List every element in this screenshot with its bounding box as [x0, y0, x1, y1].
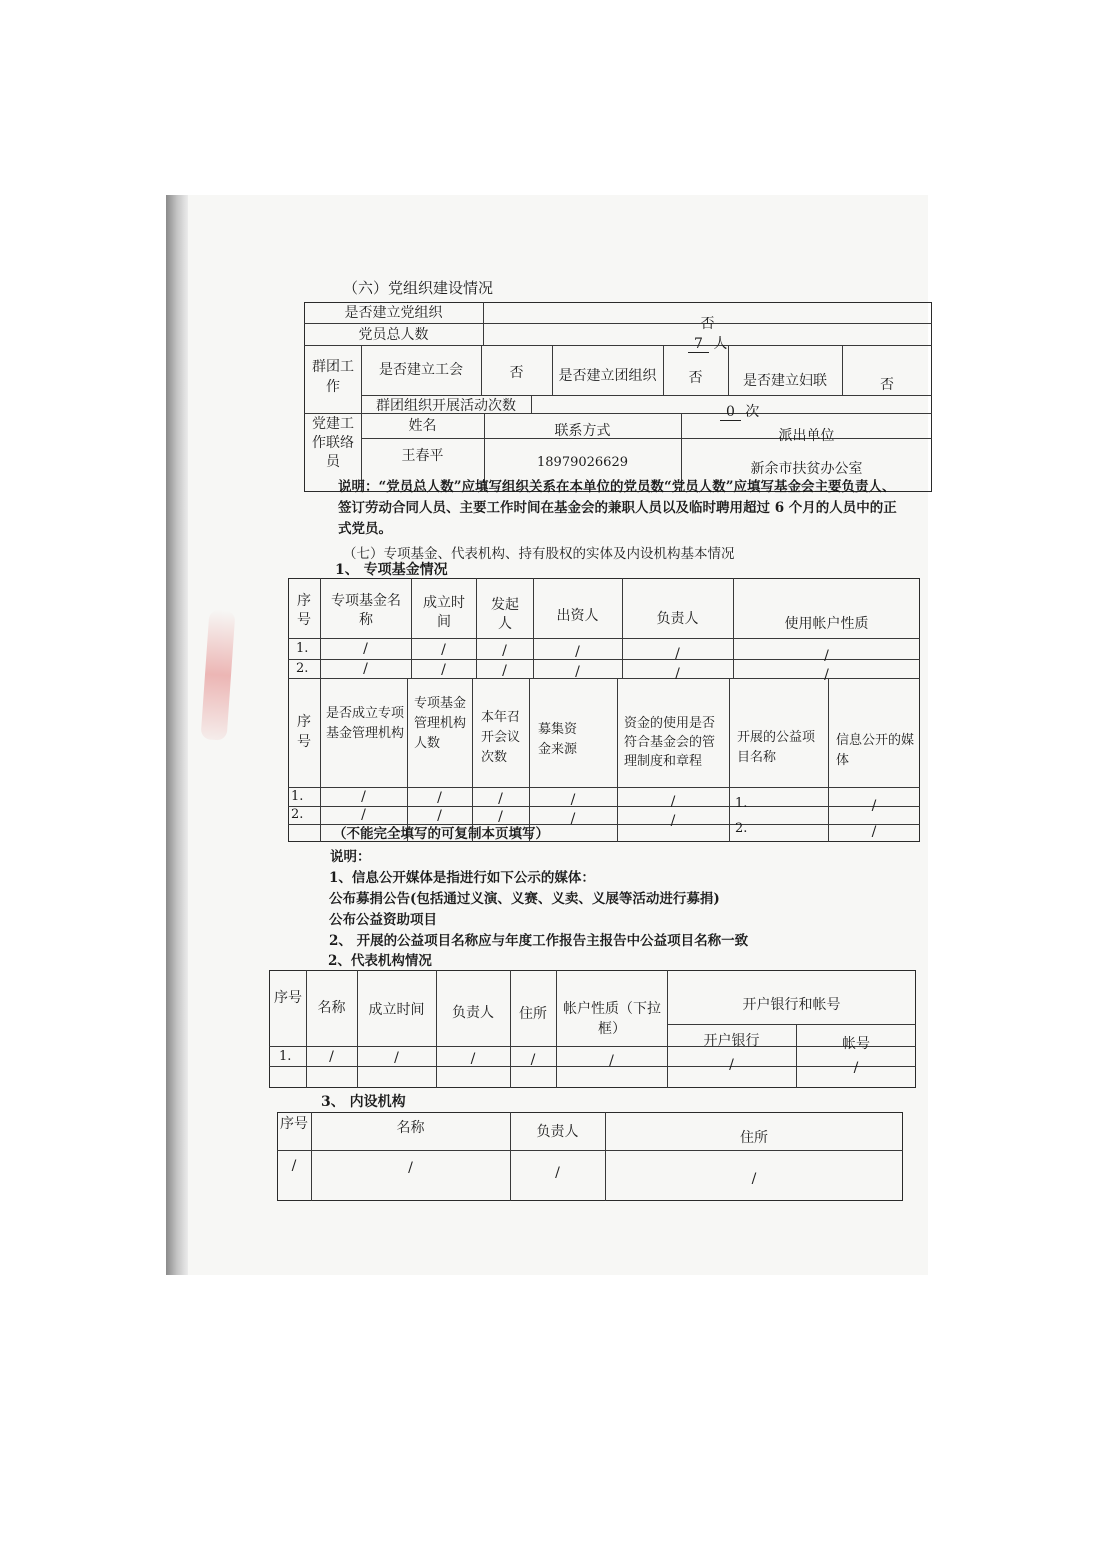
rep-col-date: 成立时间 [368, 1002, 425, 1018]
liaison-label: 党建工作联络员 [312, 416, 354, 470]
fund-row2-seq: 2. [296, 661, 309, 676]
rep-row-bank: / [729, 1057, 734, 1073]
rep-table-line [556, 970, 557, 1088]
fund-table-line [729, 678, 730, 842]
fund-col-investor: 出资人 [556, 608, 599, 624]
fund-col-seq: 序号 [297, 593, 311, 628]
fund-row1-seq: 1. [296, 641, 309, 656]
fund2-row2-project: 2. [735, 821, 748, 836]
q-party-org: 是否建立党组织 [344, 305, 443, 321]
fund2-col-seq: 序号 [297, 714, 311, 750]
inner-heading: 3、 内设机构 [321, 1094, 406, 1110]
q-women: 是否建立妇联 [743, 373, 827, 389]
fund-table-line [288, 638, 920, 639]
rep-col-bank-account: 开户银行和帐号 [742, 997, 841, 1013]
a-activities-num: 0 [720, 404, 741, 421]
note2-line1: 1、信息公开媒体是指进行如下公示的媒体： [329, 870, 595, 886]
fund2-row1-media: / [871, 798, 877, 814]
a-activities-unit: 次 [745, 404, 760, 420]
rep-col-account-no: 帐号 [842, 1036, 870, 1052]
fund-table-line [533, 578, 534, 678]
rep-table-line [436, 970, 437, 1088]
fund-row2-account: / [824, 667, 829, 683]
fund-row2-name: / [363, 661, 368, 677]
fund-col-founder: 发起人 [491, 597, 519, 632]
rep-table-line [306, 970, 307, 1088]
inner-table-line [605, 1112, 606, 1201]
note2-line2: 公布募捐公告(包括通过义演、义赛、义卖、义展等活动进行募捐) [329, 891, 720, 907]
note2-title: 说明： [330, 849, 371, 865]
a-youth: 否 [688, 370, 703, 386]
rep-col-account-type: 帐户性质（下拉框） [563, 1001, 661, 1037]
note2-line3: 公布公益资助项目 [329, 912, 437, 928]
inner-row-name: / [408, 1160, 413, 1176]
fund2-row2-seq: 2. [291, 807, 304, 822]
fund-col-date: 成立时间 [423, 595, 465, 630]
rep-table-line [667, 1024, 916, 1025]
fund2-row1-compliance: / [670, 794, 676, 810]
fund-row2-investor: / [575, 664, 580, 680]
rep-col-address: 住所 [519, 1006, 547, 1022]
rep-row-address: / [530, 1052, 536, 1068]
inner-col-name: 名称 [396, 1120, 425, 1136]
inner-col-manager: 负责人 [536, 1124, 579, 1140]
a-members-unit: 人 [713, 336, 728, 352]
rep-row-manager: / [470, 1051, 476, 1067]
group-work-label: 群团工作 [312, 359, 354, 395]
fund-row2-founder: / [502, 663, 507, 679]
section-heading-7: （七）专项基金、代表机构、持有股权的实体及内设机构基本情况 [343, 546, 735, 562]
inner-row-seq: / [291, 1158, 297, 1174]
fund-row2-manager: / [675, 666, 680, 682]
fund2-row2-org-count: / [437, 808, 442, 824]
fund2-col-org-count: 专项基金管理机构人数 [414, 696, 467, 751]
inner-table-line [277, 1150, 903, 1151]
fund-fill-note: （不能完全填写的可复制本页填写） [333, 826, 549, 842]
rep-row-account-type: / [609, 1053, 614, 1069]
fund-table-line [288, 787, 920, 788]
fund2-row2-has-org: / [361, 807, 366, 823]
fund-row1-name: / [363, 641, 368, 657]
a-members [688, 336, 727, 352]
fund-col-manager: 负责人 [656, 611, 699, 627]
fund2-col-projects: 开展的公益项目名称 [737, 730, 816, 765]
a-members-num: 7 [688, 336, 709, 353]
inner-row-manager: / [555, 1165, 560, 1181]
rep-col-name: 名称 [317, 1000, 346, 1016]
fund2-row2-compliance: / [670, 813, 676, 829]
fund2-col-meetings: 本年召开会议次数 [481, 710, 521, 765]
party-table-line [531, 395, 532, 413]
rep-heading: 2、代表机构情况 [328, 953, 432, 969]
q-union: 是否建立工会 [379, 362, 463, 378]
rep-col-bank: 开户银行 [703, 1033, 760, 1049]
fund-row2-date: / [441, 662, 446, 678]
fund-table-line [622, 578, 623, 678]
col-unit: 派出单位 [778, 428, 835, 444]
fund-table-line [828, 678, 829, 842]
party-note: 说明：“党员总人数”应填写组织关系在本单位的党员数“党员人数”应填写基金会主要负责人、签订劳动合同人员、主要工作时间在基金会的兼职人员以及临时聘用超过 6 个月的人员中的正式党员。 [338, 479, 897, 537]
a-women: 否 [880, 377, 894, 393]
fund2-col-source: 募集资金来源 [538, 722, 578, 757]
section-heading-party: （六）党组织建设情况 [343, 279, 494, 297]
fund2-row1-meetings: / [498, 791, 503, 807]
fund2-row2-source: / [570, 811, 576, 827]
fund2-row1-source: / [570, 792, 576, 808]
fund2-row2-meetings: / [498, 809, 503, 825]
liaison-phone: 18979026629 [537, 455, 628, 470]
rep-table-line [796, 1024, 797, 1088]
a-party-org: 否 [700, 316, 715, 332]
party-table-line [304, 345, 932, 346]
rep-col-manager: 负责人 [452, 1005, 494, 1021]
fund2-row2-media: / [871, 824, 877, 840]
fund-row1-founder: / [502, 643, 507, 659]
col-contact: 联系方式 [554, 423, 611, 439]
fund-col-name: 专项基金名称 [331, 593, 401, 628]
fund2-col-compliance: 资金的使用是否符合基金会的管理制度和章程 [624, 716, 716, 769]
inner-row-address: / [751, 1171, 757, 1187]
fund2-row1-org-count: / [437, 790, 442, 806]
fund2-col-has-org: 是否成立专项基金管理机构 [326, 706, 405, 741]
col-name: 姓名 [408, 418, 437, 434]
fund2-col-media: 信息公开的媒体 [836, 733, 915, 768]
fund-heading: 1、 专项基金情况 [335, 562, 448, 578]
fund-row1-investor: / [575, 644, 580, 660]
fund2-row1-has-org: / [361, 789, 366, 805]
rep-row-account-no: / [853, 1060, 859, 1076]
a-union: 否 [509, 365, 524, 381]
liaison-unit: 新余市扶贫办公室 [750, 461, 863, 477]
fund2-row1-project: 1. [735, 796, 748, 811]
q-members: 党员总人数 [358, 327, 429, 343]
rep-table-line [357, 970, 358, 1088]
q-activities: 群团组织开展活动次数 [376, 398, 516, 414]
a-activities [720, 404, 759, 420]
rep-row-seq: 1. [279, 1049, 292, 1064]
rep-col-seq: 序号 [274, 990, 302, 1006]
inner-col-address: 住所 [740, 1130, 768, 1146]
fund-row1-date: / [441, 642, 446, 658]
inner-col-seq: 序号 [280, 1116, 308, 1132]
rep-row-date: / [394, 1050, 399, 1066]
q-youth: 是否建立团组织 [558, 368, 657, 384]
party-table-line [361, 395, 932, 396]
fund-row1-account: / [824, 648, 829, 664]
fund-col-account: 使用帐户性质 [784, 616, 869, 632]
fund2-row1-seq: 1. [291, 789, 304, 804]
fund-row1-manager: / [675, 646, 680, 662]
rep-row-name: / [329, 1049, 334, 1065]
note2-line4: 2、 开展的公益项目名称应与年度工作报告主报告中公益项目名称一致 [329, 933, 749, 949]
rep-table-line [510, 970, 511, 1088]
liaison-name: 王春平 [401, 448, 444, 464]
